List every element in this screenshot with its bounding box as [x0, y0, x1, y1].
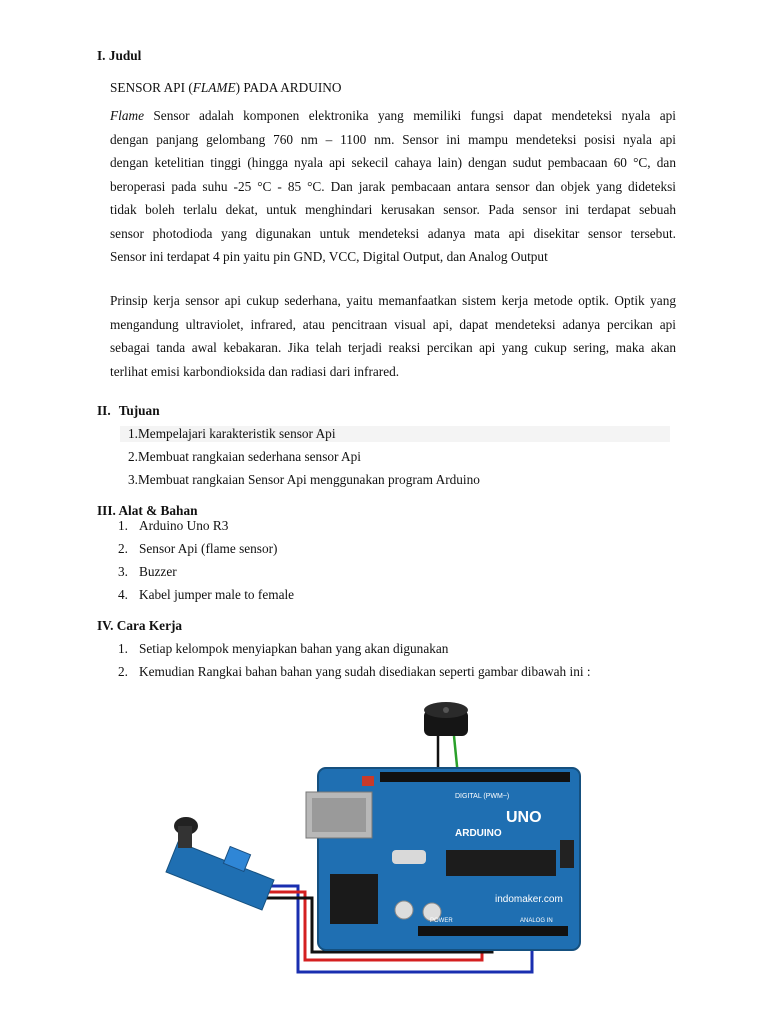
- crystal: [392, 850, 426, 864]
- goal-item: 1.Mempelajari karakteristik sensor Api: [128, 426, 336, 441]
- board-brand: ARDUINO: [455, 828, 502, 839]
- goal-item: 2.Membuat rangkaian sederhana sensor Api: [128, 449, 361, 464]
- atmega-chip: [446, 850, 556, 876]
- flame-sensor-module: [166, 817, 274, 910]
- document-title: SENSOR API (FLAME) PADA ARDUINO: [110, 80, 342, 95]
- board-model: UNO: [506, 809, 542, 826]
- analog-header: [418, 926, 568, 936]
- material-item: Kabel jumper male to female: [139, 587, 295, 602]
- list-number: 2.: [118, 664, 128, 679]
- list-number: 1.: [118, 518, 128, 533]
- material-item: Buzzer: [139, 564, 177, 579]
- arduino-uno-board: [306, 768, 580, 950]
- list-number: 4.: [118, 587, 128, 602]
- wiring-diagram: [0, 690, 768, 990]
- section-3-heading: III. Alat & Bahan: [97, 503, 198, 518]
- material-item: Sensor Api (flame sensor): [139, 541, 278, 556]
- step-item: Kemudian Rangkai bahan bahan yang sudah disediakan seperti gambar dibawah ini :: [139, 664, 591, 679]
- list-number: 3.: [118, 564, 128, 579]
- watermark: indomaker.com: [495, 894, 563, 905]
- step-item: Setiap kelompok menyiapkan bahan yang akan digunakan: [139, 641, 449, 656]
- paragraph-flame-sensor: Flame Sensor adalah komponen elektronika yang memiliki fungsi dapat mendeteksi nyala api dengan panjang gelombang 760 nm – 1100 nm. Sensor ini mampu mendeteksi posisi nyala api dengan ketelitian tinggi (hingga nyala api sekecil cahaya lain) dengan sudut pembacaan 60 °C, dan beroperasi pada suhu -25 °C - 85 °C. Dan jarak pembacaan antara sensor dan objek yang dideteksi tidak boleh terlalu dekat, untuk menghindari kerusakan sensor. Pada sensor ini terdapat sebuah sensor photodioda yang digunakan untuk mendeteksi adanya mata api disekitar sensor tersebut. Sensor ini terdapat 4 pin yaitu pin GND, VCC, Digital Output, dan Analog Output: [110, 108, 676, 264]
- paragraph-working-principle: Prinsip kerja sensor api cukup sederhana, yaitu memanfaatkan sistem kerja metode optik. Optik yang mengandung ultraviolet, infrared, atau pencitraan visual api, dapat mendeteksi adanya percikan api sebagai tanda awal kebakaran. Jika telah terjadi reaksi percikan api yang cukup sering, maka akan terlihat emisi karbondioksida dan radiasi dari infrared.: [110, 293, 676, 379]
- list-number: 2.: [118, 541, 128, 556]
- section-1-heading: I. Judul: [97, 48, 142, 63]
- goal-item: 3.Membuat rangkaian Sensor Api menggunakan program Arduino: [128, 472, 480, 487]
- list-number: 1.: [118, 641, 128, 656]
- material-item: Arduino Uno R3: [139, 518, 229, 533]
- section-2-heading: II. Tujuan: [97, 403, 160, 418]
- digital-label: DIGITAL (PWM~): [455, 793, 510, 800]
- reset-button: [362, 776, 374, 786]
- power-label: POWER: [430, 918, 453, 924]
- capacitor: [395, 901, 413, 919]
- buzzer: [424, 702, 468, 736]
- power-jack: [330, 874, 378, 924]
- analog-label: ANALOG IN: [520, 918, 553, 924]
- digital-header: [380, 772, 570, 782]
- section-4-heading: IV. Cara Kerja: [97, 618, 183, 633]
